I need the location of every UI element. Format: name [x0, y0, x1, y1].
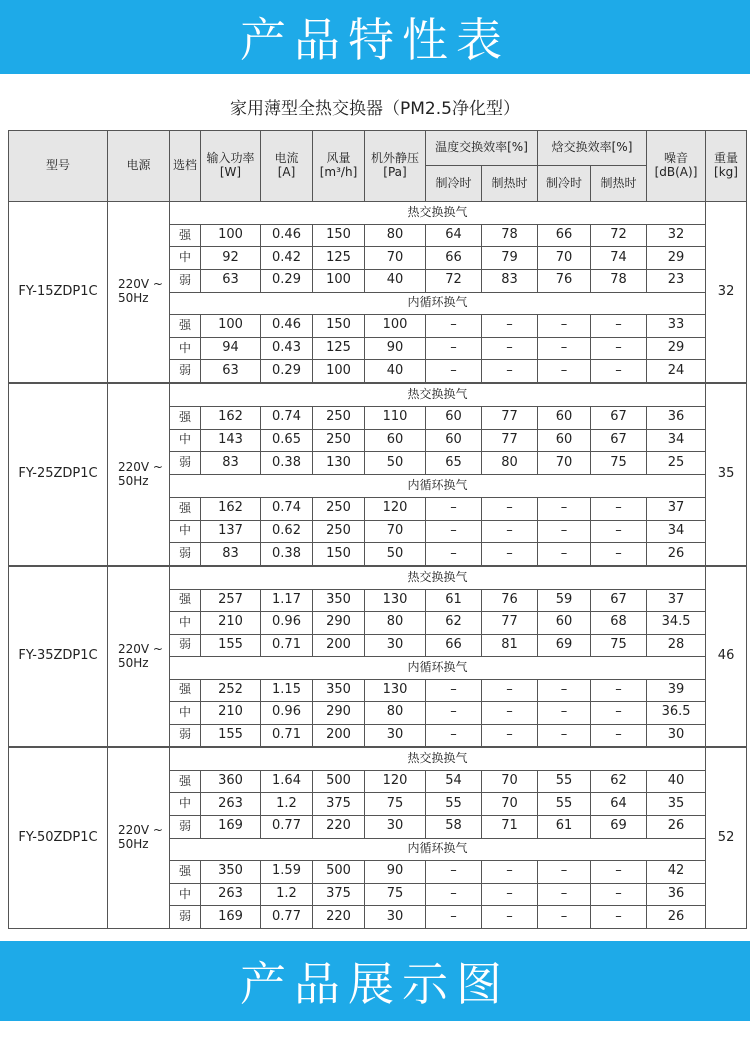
- value-cell: 68: [591, 612, 647, 635]
- section-label: 内循环换气: [170, 292, 706, 315]
- value-cell: 81: [482, 634, 538, 657]
- value-cell: 62: [426, 612, 482, 635]
- value-cell: –: [538, 883, 591, 906]
- value-cell: 250: [313, 520, 365, 543]
- power-supply: 220V ~ 50Hz: [108, 202, 170, 383]
- header-enthalpy-heating: 制热时: [591, 166, 647, 202]
- value-cell: 60: [538, 612, 591, 635]
- value-cell: 54: [426, 770, 482, 793]
- value-cell: 200: [313, 724, 365, 747]
- value-cell: 30: [365, 815, 426, 838]
- level-cell: 弱: [170, 269, 201, 292]
- value-cell: –: [538, 497, 591, 520]
- value-cell: –: [426, 337, 482, 360]
- value-cell: 63: [201, 360, 261, 383]
- value-cell: 290: [313, 612, 365, 635]
- value-cell: –: [482, 906, 538, 929]
- value-cell: –: [591, 906, 647, 929]
- section-label: 内循环换气: [170, 657, 706, 680]
- value-cell: 100: [201, 224, 261, 247]
- value-cell: 200: [313, 634, 365, 657]
- value-cell: 55: [538, 770, 591, 793]
- value-cell: 210: [201, 702, 261, 725]
- value-cell: 263: [201, 793, 261, 816]
- level-cell: 中: [170, 702, 201, 725]
- level-cell: 中: [170, 793, 201, 816]
- value-cell: –: [591, 679, 647, 702]
- value-cell: 62: [591, 770, 647, 793]
- value-cell: 34.5: [647, 612, 706, 635]
- header-static-pressure: 机外静压 [Pa]: [365, 131, 426, 202]
- value-cell: 0.29: [261, 269, 313, 292]
- value-cell: 0.38: [261, 452, 313, 475]
- value-cell: 69: [591, 815, 647, 838]
- value-cell: –: [426, 520, 482, 543]
- value-cell: 60: [426, 406, 482, 429]
- value-cell: 90: [365, 861, 426, 884]
- value-cell: 0.29: [261, 360, 313, 383]
- value-cell: 150: [313, 543, 365, 566]
- value-cell: 23: [647, 269, 706, 292]
- model-name: FY-50ZDP1C: [9, 748, 108, 929]
- value-cell: –: [538, 679, 591, 702]
- value-cell: –: [482, 883, 538, 906]
- value-cell: 100: [365, 315, 426, 338]
- value-cell: 0.46: [261, 224, 313, 247]
- value-cell: –: [538, 724, 591, 747]
- value-cell: 26: [647, 906, 706, 929]
- value-cell: 0.62: [261, 520, 313, 543]
- header-level: 选档: [170, 131, 201, 202]
- value-cell: 0.96: [261, 702, 313, 725]
- value-cell: –: [591, 337, 647, 360]
- level-cell: 中: [170, 520, 201, 543]
- value-cell: 66: [538, 224, 591, 247]
- value-cell: –: [426, 906, 482, 929]
- value-cell: 120: [365, 770, 426, 793]
- value-cell: 29: [647, 247, 706, 270]
- value-cell: 110: [365, 406, 426, 429]
- value-cell: 59: [538, 589, 591, 612]
- value-cell: 24: [647, 360, 706, 383]
- level-cell: 强: [170, 224, 201, 247]
- value-cell: 290: [313, 702, 365, 725]
- value-cell: 500: [313, 770, 365, 793]
- value-cell: –: [482, 679, 538, 702]
- value-cell: 64: [426, 224, 482, 247]
- value-cell: –: [591, 883, 647, 906]
- header-enthalpy-cooling: 制冷时: [538, 166, 591, 202]
- value-cell: –: [426, 360, 482, 383]
- value-cell: 76: [482, 589, 538, 612]
- value-cell: 169: [201, 815, 261, 838]
- value-cell: 72: [426, 269, 482, 292]
- level-cell: 弱: [170, 724, 201, 747]
- value-cell: 69: [538, 634, 591, 657]
- value-cell: –: [591, 315, 647, 338]
- value-cell: 79: [482, 247, 538, 270]
- value-cell: –: [482, 315, 538, 338]
- model-weight: 32: [706, 202, 747, 383]
- value-cell: 37: [647, 497, 706, 520]
- value-cell: 375: [313, 883, 365, 906]
- value-cell: –: [426, 702, 482, 725]
- value-cell: 78: [482, 224, 538, 247]
- value-cell: –: [482, 861, 538, 884]
- value-cell: 80: [482, 452, 538, 475]
- model-weight: 52: [706, 748, 747, 929]
- value-cell: 252: [201, 679, 261, 702]
- section-label: 热交换换气: [170, 748, 706, 771]
- value-cell: 61: [426, 589, 482, 612]
- value-cell: –: [538, 520, 591, 543]
- value-cell: 0.42: [261, 247, 313, 270]
- value-cell: 210: [201, 612, 261, 635]
- value-cell: –: [482, 497, 538, 520]
- header-noise: 噪音 [dB(A)]: [647, 131, 706, 202]
- value-cell: 0.96: [261, 612, 313, 635]
- header-temp-cooling: 制冷时: [426, 166, 482, 202]
- value-cell: 1.64: [261, 770, 313, 793]
- model-weight: 46: [706, 567, 747, 747]
- header-input-power: 输入功率 [W]: [201, 131, 261, 202]
- value-cell: 162: [201, 406, 261, 429]
- value-cell: 1.59: [261, 861, 313, 884]
- model-name: FY-35ZDP1C: [9, 567, 108, 747]
- value-cell: –: [591, 520, 647, 543]
- value-cell: 30: [365, 906, 426, 929]
- value-cell: 50: [365, 452, 426, 475]
- value-cell: 162: [201, 497, 261, 520]
- value-cell: 90: [365, 337, 426, 360]
- value-cell: –: [482, 724, 538, 747]
- value-cell: –: [538, 315, 591, 338]
- value-cell: 350: [313, 589, 365, 612]
- value-cell: –: [538, 360, 591, 383]
- level-cell: 强: [170, 315, 201, 338]
- value-cell: 60: [365, 429, 426, 452]
- level-cell: 弱: [170, 634, 201, 657]
- value-cell: 0.43: [261, 337, 313, 360]
- level-cell: 强: [170, 770, 201, 793]
- value-cell: 80: [365, 224, 426, 247]
- value-cell: –: [482, 702, 538, 725]
- value-cell: 55: [426, 793, 482, 816]
- value-cell: 0.46: [261, 315, 313, 338]
- value-cell: 30: [365, 724, 426, 747]
- value-cell: 70: [365, 520, 426, 543]
- value-cell: 70: [538, 452, 591, 475]
- table-title: 家用薄型全热交换器（PM2.5净化型）: [230, 99, 520, 119]
- value-cell: 137: [201, 520, 261, 543]
- value-cell: –: [538, 543, 591, 566]
- value-cell: 80: [365, 702, 426, 725]
- banner-product-specs: 产品特性表: [0, 0, 750, 74]
- level-cell: 中: [170, 429, 201, 452]
- value-cell: –: [482, 543, 538, 566]
- value-cell: 36.5: [647, 702, 706, 725]
- value-cell: 76: [538, 269, 591, 292]
- value-cell: 500: [313, 861, 365, 884]
- value-cell: 70: [365, 247, 426, 270]
- level-cell: 弱: [170, 906, 201, 929]
- value-cell: 1.17: [261, 589, 313, 612]
- value-cell: 32: [647, 224, 706, 247]
- value-cell: 80: [365, 612, 426, 635]
- value-cell: 75: [365, 883, 426, 906]
- value-cell: 120: [365, 497, 426, 520]
- value-cell: 40: [365, 269, 426, 292]
- value-cell: 40: [365, 360, 426, 383]
- value-cell: 63: [201, 269, 261, 292]
- value-cell: 0.65: [261, 429, 313, 452]
- value-cell: 130: [365, 589, 426, 612]
- value-cell: –: [591, 360, 647, 383]
- value-cell: 375: [313, 793, 365, 816]
- value-cell: 39: [647, 679, 706, 702]
- value-cell: 100: [313, 269, 365, 292]
- value-cell: 50: [365, 543, 426, 566]
- value-cell: 34: [647, 429, 706, 452]
- value-cell: 77: [482, 406, 538, 429]
- value-cell: 74: [591, 247, 647, 270]
- value-cell: 0.71: [261, 724, 313, 747]
- value-cell: 64: [591, 793, 647, 816]
- value-cell: –: [426, 497, 482, 520]
- value-cell: –: [482, 520, 538, 543]
- model-block: [8, 566, 747, 747]
- value-cell: 0.77: [261, 815, 313, 838]
- value-cell: 100: [201, 315, 261, 338]
- value-cell: 257: [201, 589, 261, 612]
- level-cell: 强: [170, 589, 201, 612]
- value-cell: –: [426, 679, 482, 702]
- value-cell: 130: [365, 679, 426, 702]
- value-cell: 58: [426, 815, 482, 838]
- model-block: [8, 201, 747, 383]
- value-cell: 250: [313, 406, 365, 429]
- value-cell: 94: [201, 337, 261, 360]
- power-supply: 220V ~ 50Hz: [108, 384, 170, 566]
- model-name: FY-15ZDP1C: [9, 202, 108, 383]
- value-cell: 360: [201, 770, 261, 793]
- value-cell: 33: [647, 315, 706, 338]
- header-airflow: 风量 [m³/h]: [313, 131, 365, 202]
- value-cell: 30: [365, 634, 426, 657]
- value-cell: 66: [426, 634, 482, 657]
- value-cell: 71: [482, 815, 538, 838]
- value-cell: 36: [647, 406, 706, 429]
- value-cell: 60: [426, 429, 482, 452]
- value-cell: 83: [201, 543, 261, 566]
- value-cell: 0.77: [261, 906, 313, 929]
- section-label: 内循环换气: [170, 838, 706, 861]
- value-cell: 26: [647, 815, 706, 838]
- value-cell: 66: [426, 247, 482, 270]
- value-cell: –: [538, 906, 591, 929]
- level-cell: 强: [170, 861, 201, 884]
- level-cell: 强: [170, 406, 201, 429]
- value-cell: 65: [426, 452, 482, 475]
- value-cell: 220: [313, 815, 365, 838]
- value-cell: 250: [313, 429, 365, 452]
- value-cell: 42: [647, 861, 706, 884]
- value-cell: –: [426, 883, 482, 906]
- value-cell: –: [426, 861, 482, 884]
- value-cell: 70: [538, 247, 591, 270]
- value-cell: 155: [201, 634, 261, 657]
- level-cell: 弱: [170, 815, 201, 838]
- value-cell: –: [538, 337, 591, 360]
- value-cell: 125: [313, 337, 365, 360]
- header-temp-efficiency: 温度交换效率[%]: [426, 131, 538, 166]
- value-cell: –: [591, 702, 647, 725]
- value-cell: 40: [647, 770, 706, 793]
- value-cell: 75: [591, 452, 647, 475]
- model-name: FY-25ZDP1C: [9, 384, 108, 566]
- value-cell: –: [538, 861, 591, 884]
- value-cell: 350: [201, 861, 261, 884]
- value-cell: 83: [482, 269, 538, 292]
- value-cell: 250: [313, 497, 365, 520]
- header-temp-heating: 制热时: [482, 166, 538, 202]
- value-cell: –: [591, 497, 647, 520]
- power-supply: 220V ~ 50Hz: [108, 567, 170, 747]
- value-cell: 143: [201, 429, 261, 452]
- value-cell: 70: [482, 770, 538, 793]
- value-cell: –: [482, 360, 538, 383]
- value-cell: 75: [591, 634, 647, 657]
- value-cell: 37: [647, 589, 706, 612]
- value-cell: 150: [313, 315, 365, 338]
- value-cell: 1.15: [261, 679, 313, 702]
- level-cell: 中: [170, 883, 201, 906]
- value-cell: 1.2: [261, 793, 313, 816]
- value-cell: 150: [313, 224, 365, 247]
- section-label: 内循环换气: [170, 475, 706, 498]
- value-cell: 28: [647, 634, 706, 657]
- value-cell: 350: [313, 679, 365, 702]
- spec-table-header: [8, 130, 747, 202]
- value-cell: 77: [482, 612, 538, 635]
- banner-product-gallery: 产品展示图: [0, 941, 750, 1021]
- value-cell: 77: [482, 429, 538, 452]
- level-cell: 弱: [170, 543, 201, 566]
- power-supply: 220V ~ 50Hz: [108, 748, 170, 929]
- value-cell: 78: [591, 269, 647, 292]
- value-cell: –: [591, 861, 647, 884]
- level-cell: 强: [170, 497, 201, 520]
- value-cell: 67: [591, 429, 647, 452]
- value-cell: 70: [482, 793, 538, 816]
- value-cell: 125: [313, 247, 365, 270]
- header-enthalpy-efficiency: 焓交换效率[%]: [538, 131, 647, 166]
- value-cell: 60: [538, 406, 591, 429]
- value-cell: 0.74: [261, 406, 313, 429]
- value-cell: 25: [647, 452, 706, 475]
- value-cell: 130: [313, 452, 365, 475]
- value-cell: 36: [647, 883, 706, 906]
- value-cell: 155: [201, 724, 261, 747]
- section-label: 热交换换气: [170, 202, 706, 225]
- value-cell: 92: [201, 247, 261, 270]
- value-cell: 0.71: [261, 634, 313, 657]
- value-cell: 169: [201, 906, 261, 929]
- value-cell: 67: [591, 589, 647, 612]
- value-cell: 29: [647, 337, 706, 360]
- level-cell: 中: [170, 337, 201, 360]
- section-label: 热交换换气: [170, 567, 706, 590]
- value-cell: –: [591, 543, 647, 566]
- header-weight: 重量 [kg]: [706, 131, 747, 202]
- value-cell: 75: [365, 793, 426, 816]
- section-label: 热交换换气: [170, 384, 706, 407]
- level-cell: 弱: [170, 452, 201, 475]
- value-cell: 61: [538, 815, 591, 838]
- value-cell: –: [426, 543, 482, 566]
- header-model: 型号: [9, 131, 108, 202]
- header-current: 电流 [A]: [261, 131, 313, 202]
- value-cell: 55: [538, 793, 591, 816]
- value-cell: –: [482, 337, 538, 360]
- value-cell: 83: [201, 452, 261, 475]
- value-cell: 0.38: [261, 543, 313, 566]
- value-cell: 263: [201, 883, 261, 906]
- value-cell: 72: [591, 224, 647, 247]
- value-cell: 0.74: [261, 497, 313, 520]
- value-cell: 100: [313, 360, 365, 383]
- value-cell: 60: [538, 429, 591, 452]
- value-cell: 220: [313, 906, 365, 929]
- level-cell: 弱: [170, 360, 201, 383]
- value-cell: 34: [647, 520, 706, 543]
- value-cell: 1.2: [261, 883, 313, 906]
- level-cell: 强: [170, 679, 201, 702]
- value-cell: 35: [647, 793, 706, 816]
- model-block: [8, 747, 747, 929]
- value-cell: –: [591, 724, 647, 747]
- header-power: 电源: [108, 131, 170, 202]
- value-cell: 67: [591, 406, 647, 429]
- value-cell: –: [426, 724, 482, 747]
- level-cell: 中: [170, 247, 201, 270]
- value-cell: –: [538, 702, 591, 725]
- value-cell: –: [426, 315, 482, 338]
- level-cell: 中: [170, 612, 201, 635]
- model-weight: 35: [706, 384, 747, 566]
- value-cell: 30: [647, 724, 706, 747]
- value-cell: 26: [647, 543, 706, 566]
- model-block: [8, 383, 747, 566]
